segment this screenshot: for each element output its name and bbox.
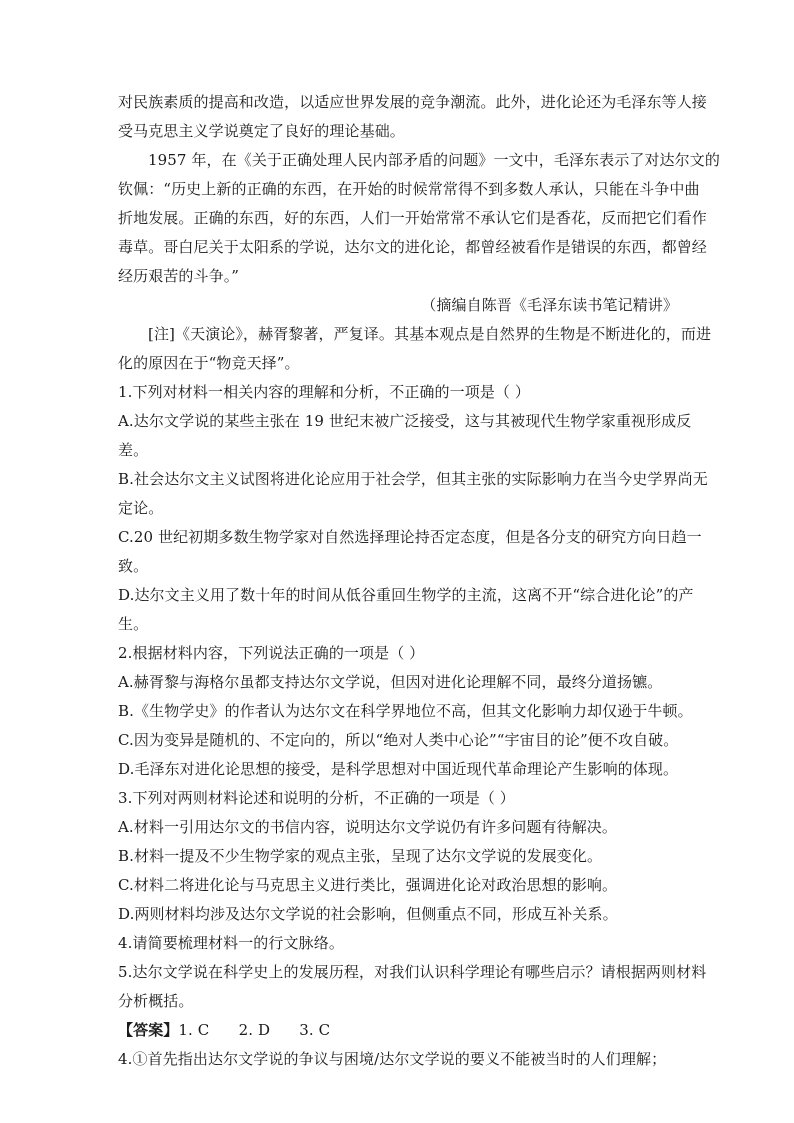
option-line: C.20 世纪初期多数生物学家对自然选择理论持否定态度，但是各分支的研究方向日趋一 [118, 528, 702, 546]
text-line: 毒草。哥白尼关于太阳系的学说，达尔文的进化论，都曾经被看作是错误的东西，都曾经 [118, 238, 707, 256]
question-stem: 分析概括。 [118, 992, 194, 1010]
question-stem: 2.根据材料内容，下列说法正确的一项是（ ） [118, 644, 425, 662]
text-line: 经历艰苦的斗争。” [118, 267, 240, 285]
option-line: A.达尔文学说的某些主张在 19 世纪末被广泛接受，这与其被现代生物学家重视形成反 [118, 412, 692, 430]
source-citation: （摘编自陈晋《毛泽东读书笔记精讲》 [421, 296, 678, 314]
option-line: D.毛泽东对进化论思想的接受，是科学思想对中国近现代革命理论产生影响的体现。 [118, 760, 679, 778]
note-line: 化的原因在于“物竞天择”。 [118, 354, 300, 372]
option-line: B.社会达尔文主义试图将进化论应用于社会学，但其主张的实际影响力在当今史学界尚无 [118, 470, 708, 488]
question-stem: 4.请简要梳理材料一的行文脉络。 [118, 934, 344, 952]
option-line: 致。 [118, 557, 149, 575]
answer-label: 【答案】 [118, 1021, 179, 1039]
answer-line: 4.①首先指出达尔文学说的争议与困境/达尔文学说的要义不能被当时的人们理解； [118, 1050, 667, 1068]
option-line: B.材料一提及不少生物学家的观点主张，呈现了达尔文学说的发展变化。 [118, 847, 603, 865]
text-line: 对民族素质的提高和改造，以适应世界发展的竞争潮流。此外，进化论还为毛泽东等人接 [118, 93, 707, 111]
option-line: D.达尔文主义用了数十年的时间从低谷重回生物学的主流，这离不开“综合进化论”的产 [118, 586, 694, 604]
document-page [118, 88, 720, 1074]
option-line: 生。 [118, 615, 149, 633]
option-line: A.材料一引用达尔文的书信内容，说明达尔文学说仍有许多问题有待解决。 [118, 818, 618, 836]
question-stem: 5.达尔文学说在科学史上的发展历程，对我们认识科学理论有哪些启示？请根据两则材料 [118, 963, 707, 981]
text-line: 受马克思主义学说奠定了良好的理论基础。 [118, 122, 405, 140]
question-stem: 1.下列对材料一相关内容的理解和分析，不正确的一项是（ ） [118, 383, 530, 401]
text-line: 1957 年，在《关于正确处理人民内部矛盾的问题》一文中，毛泽东表示了对达尔文的 [148, 151, 720, 169]
question-stem: 3.下列对两则材料论述和说明的分析，不正确的一项是（ ） [118, 789, 515, 807]
option-line: C.因为变异是随机的、不定向的，所以“绝对人类中心论”“宇宙目的论”便不攻自破。 [118, 731, 679, 749]
option-line: C.材料二将进化论与马克思主义进行类比，强调进化论对政治思想的影响。 [118, 876, 618, 894]
option-line: D.两则材料均涉及达尔文学说的社会影响，但侧重点不同，形成互补关系。 [118, 905, 618, 923]
option-line: A.赫胥黎与海格尔虽都支持达尔文学说，但因对进化论理解不同，最终分道扬镳。 [118, 673, 663, 691]
text-line: 钦佩：“历史上新的正确的东西，在开始的时候常常得不到多数人承认，只能在斗争中曲 [118, 180, 700, 198]
option-line: B.《生物学史》的作者认为达尔文在科学界地位不高，但其文化影响力却仅逊于牛顿。 [118, 702, 693, 720]
text-line: 折地发展。正确的东西，好的东西，人们一开始常常不承认它们是香花，反而把它们看作 [118, 209, 707, 227]
note-line: [注]《天演论》，赫胥黎著，严复译。其基本观点是自然界的生物是不断进化的，而进 [148, 325, 712, 343]
option-line: 定论。 [118, 499, 164, 517]
option-line: 差。 [118, 441, 149, 459]
answer-line [118, 1016, 678, 1045]
answer-values: 1. C 2. D 3. C [178, 1021, 331, 1039]
